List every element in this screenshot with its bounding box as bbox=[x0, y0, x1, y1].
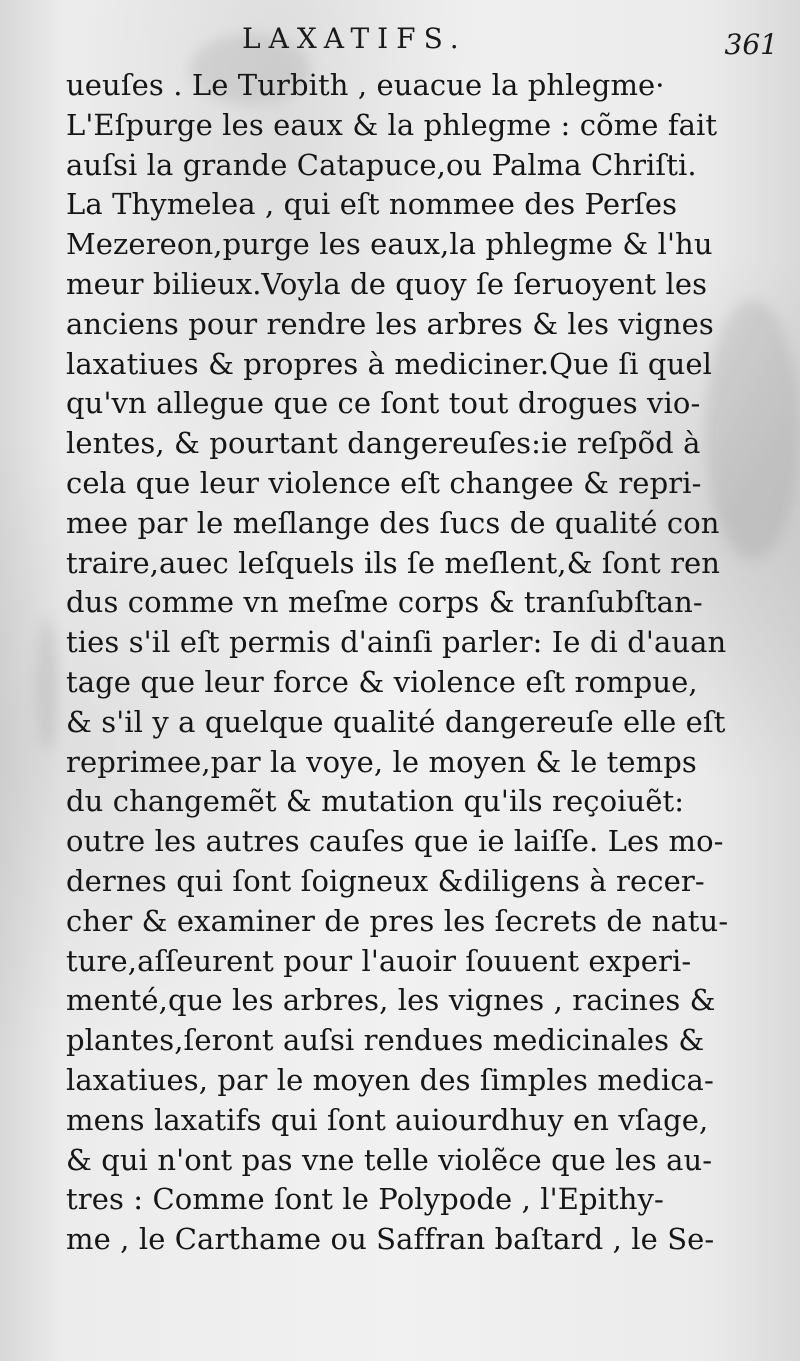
text-line: & s'il y a quelque qualité dangereuſe elle eſt bbox=[66, 704, 726, 739]
text-line: tres : Comme ſont le Polypode , l'Epithy- bbox=[66, 1182, 664, 1217]
text-line: plantes,ſeront auſsi rendues medicinales & bbox=[66, 1023, 705, 1058]
text-line: mee par le meſlange des ſucs de qualité con bbox=[66, 505, 720, 540]
text-line: du changemẽt & mutation qu'ils reçoiuẽt: bbox=[66, 784, 685, 819]
text-line: La Thymelea , qui eſt nommee des Perſes bbox=[66, 187, 678, 222]
text-line: meur bilieux.Voyla de quoy ſe ſeruoyent les bbox=[66, 266, 708, 301]
text-line: laxatiues & propres à mediciner.Que ſi quel bbox=[66, 346, 712, 381]
text-line: mens laxatifs qui ſont auiourdhuy en vſage, bbox=[66, 1102, 709, 1137]
text-line: cela que leur violence eſt changee & repri- bbox=[66, 465, 702, 500]
page-header bbox=[0, 20, 800, 60]
text-line: ties s'il eſt permis d'ainſi parler: Ie di d'auan bbox=[66, 625, 727, 660]
text-line: ueuſes . Le Turbith , euacue la phlegme· bbox=[66, 68, 665, 102]
paper-stain bbox=[36, 620, 58, 750]
text-line: lentes, & pourtant dangereuſes:ie reſpõd à bbox=[66, 426, 701, 461]
text-line: menté,que les arbres, les vignes , racines & bbox=[66, 983, 716, 1018]
text-line: anciens pour rendre les arbres & les vignes bbox=[66, 306, 714, 341]
text-line: auſsi la grande Catapuce,ou Palma Chriſti. bbox=[66, 147, 697, 182]
text-line: & qui n'ont pas vne telle violẽce que les au- bbox=[66, 1142, 713, 1177]
text-line: ture,aſſeurent pour l'auoir ſouuent experi- bbox=[66, 943, 692, 978]
text-line: reprimee,par la voye, le moyen & le temps bbox=[66, 744, 697, 779]
body-text bbox=[66, 66, 729, 1260]
text-line: traire,auec leſquels ils ſe meſlent,& ſont ren bbox=[66, 545, 721, 580]
text-line: dus comme vn meſme corps & tranſubſtan- bbox=[66, 585, 703, 620]
page-number: 361 bbox=[724, 28, 778, 61]
text-line: tage que leur force & violence eſt rompue, bbox=[66, 664, 698, 699]
text-line: qu'vn allegue que ce ſont tout drogues vio- bbox=[66, 386, 701, 421]
text-line: outre les autres cauſes que ie laiſſe. Les mo- bbox=[66, 824, 724, 859]
text-line: me , le Carthame ou Saffran baſtard , le Se- bbox=[66, 1222, 715, 1257]
text-line: Mezereon,purge les eaux,la phlegme & l'hu bbox=[66, 227, 713, 262]
text-line: cher & examiner de pres les ſecrets de natu- bbox=[66, 903, 729, 938]
text-line: L'Eſpurge les eaux & la phlegme : cõme fait bbox=[66, 107, 718, 142]
text-line: laxatiues, par le moyen des ſimples medica- bbox=[66, 1062, 714, 1097]
text-line: dernes qui ſont ſoigneux &diligens à recer- bbox=[66, 863, 705, 898]
running-head: LAXATIFS. bbox=[242, 22, 467, 55]
